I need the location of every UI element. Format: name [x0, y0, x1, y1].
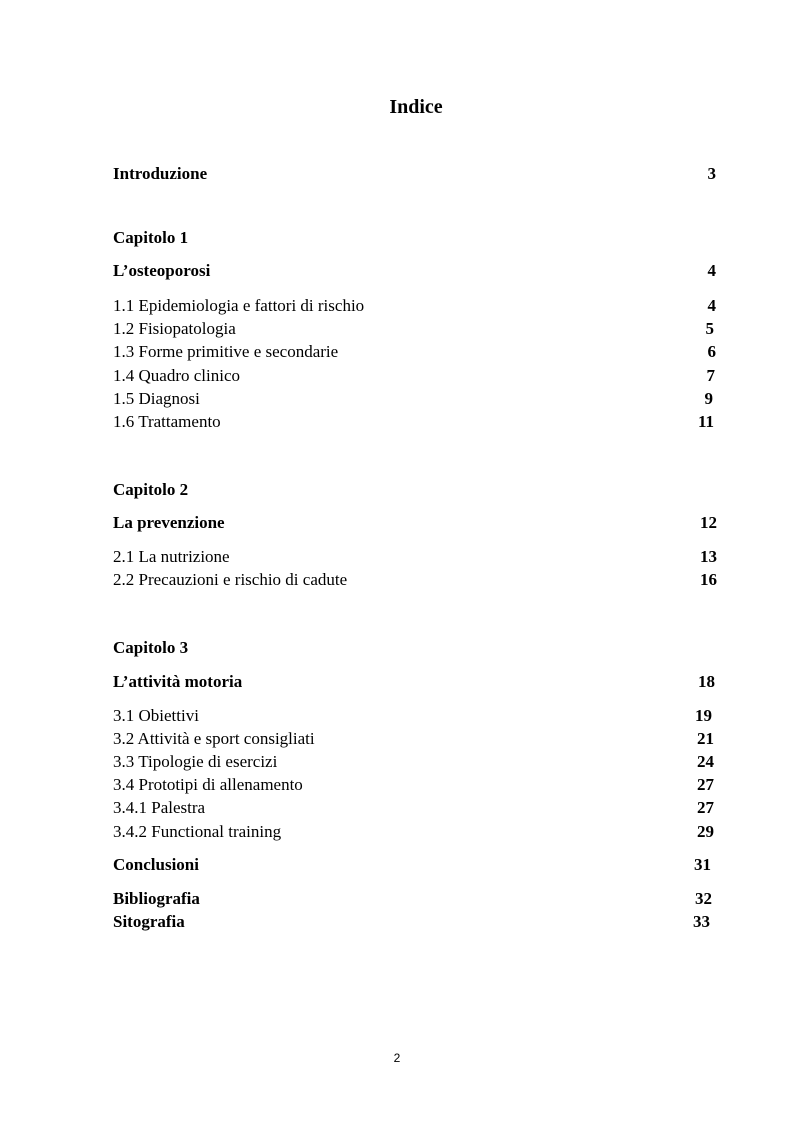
- toc-entry-3-4-1: 3.4.1 Palestra: [113, 798, 206, 817]
- toc-page-3-2: 21: [697, 729, 714, 748]
- toc-chapter-3-heading: Capitolo 3: [113, 638, 189, 657]
- toc-entry-3-4: 3.4 Prototipi di allenamento: [113, 775, 303, 794]
- toc-page-bibliografia: 32: [695, 889, 712, 908]
- toc-entry-conclusioni: Conclusioni: [113, 855, 199, 874]
- toc-entry-attivita-motoria: L’attività motoria: [113, 672, 243, 691]
- toc-entry-3-2: 3.2 Attività e sport consigliati: [113, 729, 315, 748]
- toc-page-introduzione: 3: [707, 164, 716, 183]
- page-title: Indice: [389, 96, 443, 118]
- toc-entry-1-2: 1.2 Fisiopatologia: [113, 319, 236, 338]
- toc-page-conclusioni: 31: [694, 855, 711, 874]
- toc-page-sitografia: 33: [693, 912, 710, 931]
- toc-entry-1-5: 1.5 Diagnosi: [113, 389, 200, 408]
- toc-entry-osteoporosi: L’osteoporosi: [113, 261, 211, 280]
- toc-entry-bibliografia: Bibliografia: [113, 889, 200, 908]
- toc-page-3-1: 19: [695, 706, 712, 725]
- toc-entry-3-4-2: 3.4.2 Functional training: [113, 822, 282, 841]
- toc-entry-3-1: 3.1 Obiettivi: [113, 706, 199, 725]
- toc-page-2-1: 13: [700, 547, 717, 566]
- toc-page-3-4-2: 29: [697, 822, 714, 841]
- toc-page-1-5: 9: [704, 389, 713, 408]
- toc-page-3-4: 27: [697, 775, 714, 794]
- toc-entry-1-6: 1.6 Trattamento: [113, 412, 221, 431]
- page-number: 2: [393, 1051, 401, 1065]
- toc-page-3-4-1: 27: [697, 798, 714, 817]
- toc-entry-prevenzione: La prevenzione: [113, 513, 225, 532]
- toc-entry-sitografia: Sitografia: [113, 912, 185, 931]
- toc-entry-1-1: 1.1 Epidemiologia e fattori di rischio: [113, 296, 365, 315]
- toc-entry-2-2: 2.2 Precauzioni e rischio di cadute: [113, 570, 348, 589]
- toc-entry-2-1: 2.1 La nutrizione: [113, 547, 230, 566]
- toc-chapter-1-heading: Capitolo 1: [113, 228, 189, 247]
- toc-page-2-2: 16: [700, 570, 717, 589]
- toc-page-1-6: 11: [697, 412, 714, 431]
- toc-page-osteoporosi: 4: [707, 261, 716, 280]
- toc-chapter-2-heading: Capitolo 2: [113, 480, 189, 499]
- toc-page-1-3: 6: [707, 342, 716, 361]
- toc-page-3-3: 24: [697, 752, 714, 771]
- toc-page-1-1: 4: [707, 296, 716, 315]
- toc-page-prevenzione: 12: [700, 513, 717, 532]
- toc-entry-1-3: 1.3 Forme primitive e secondarie: [113, 342, 339, 361]
- toc-entry-3-3: 3.3 Tipologie di esercizi: [113, 752, 278, 771]
- toc-page-1-4: 7: [706, 366, 715, 385]
- toc-page-attivita-motoria: 18: [698, 672, 715, 691]
- toc-entry-introduzione: Introduzione: [113, 164, 208, 183]
- toc-entry-1-4: 1.4 Quadro clinico: [113, 366, 240, 385]
- toc-page-1-2: 5: [705, 319, 714, 338]
